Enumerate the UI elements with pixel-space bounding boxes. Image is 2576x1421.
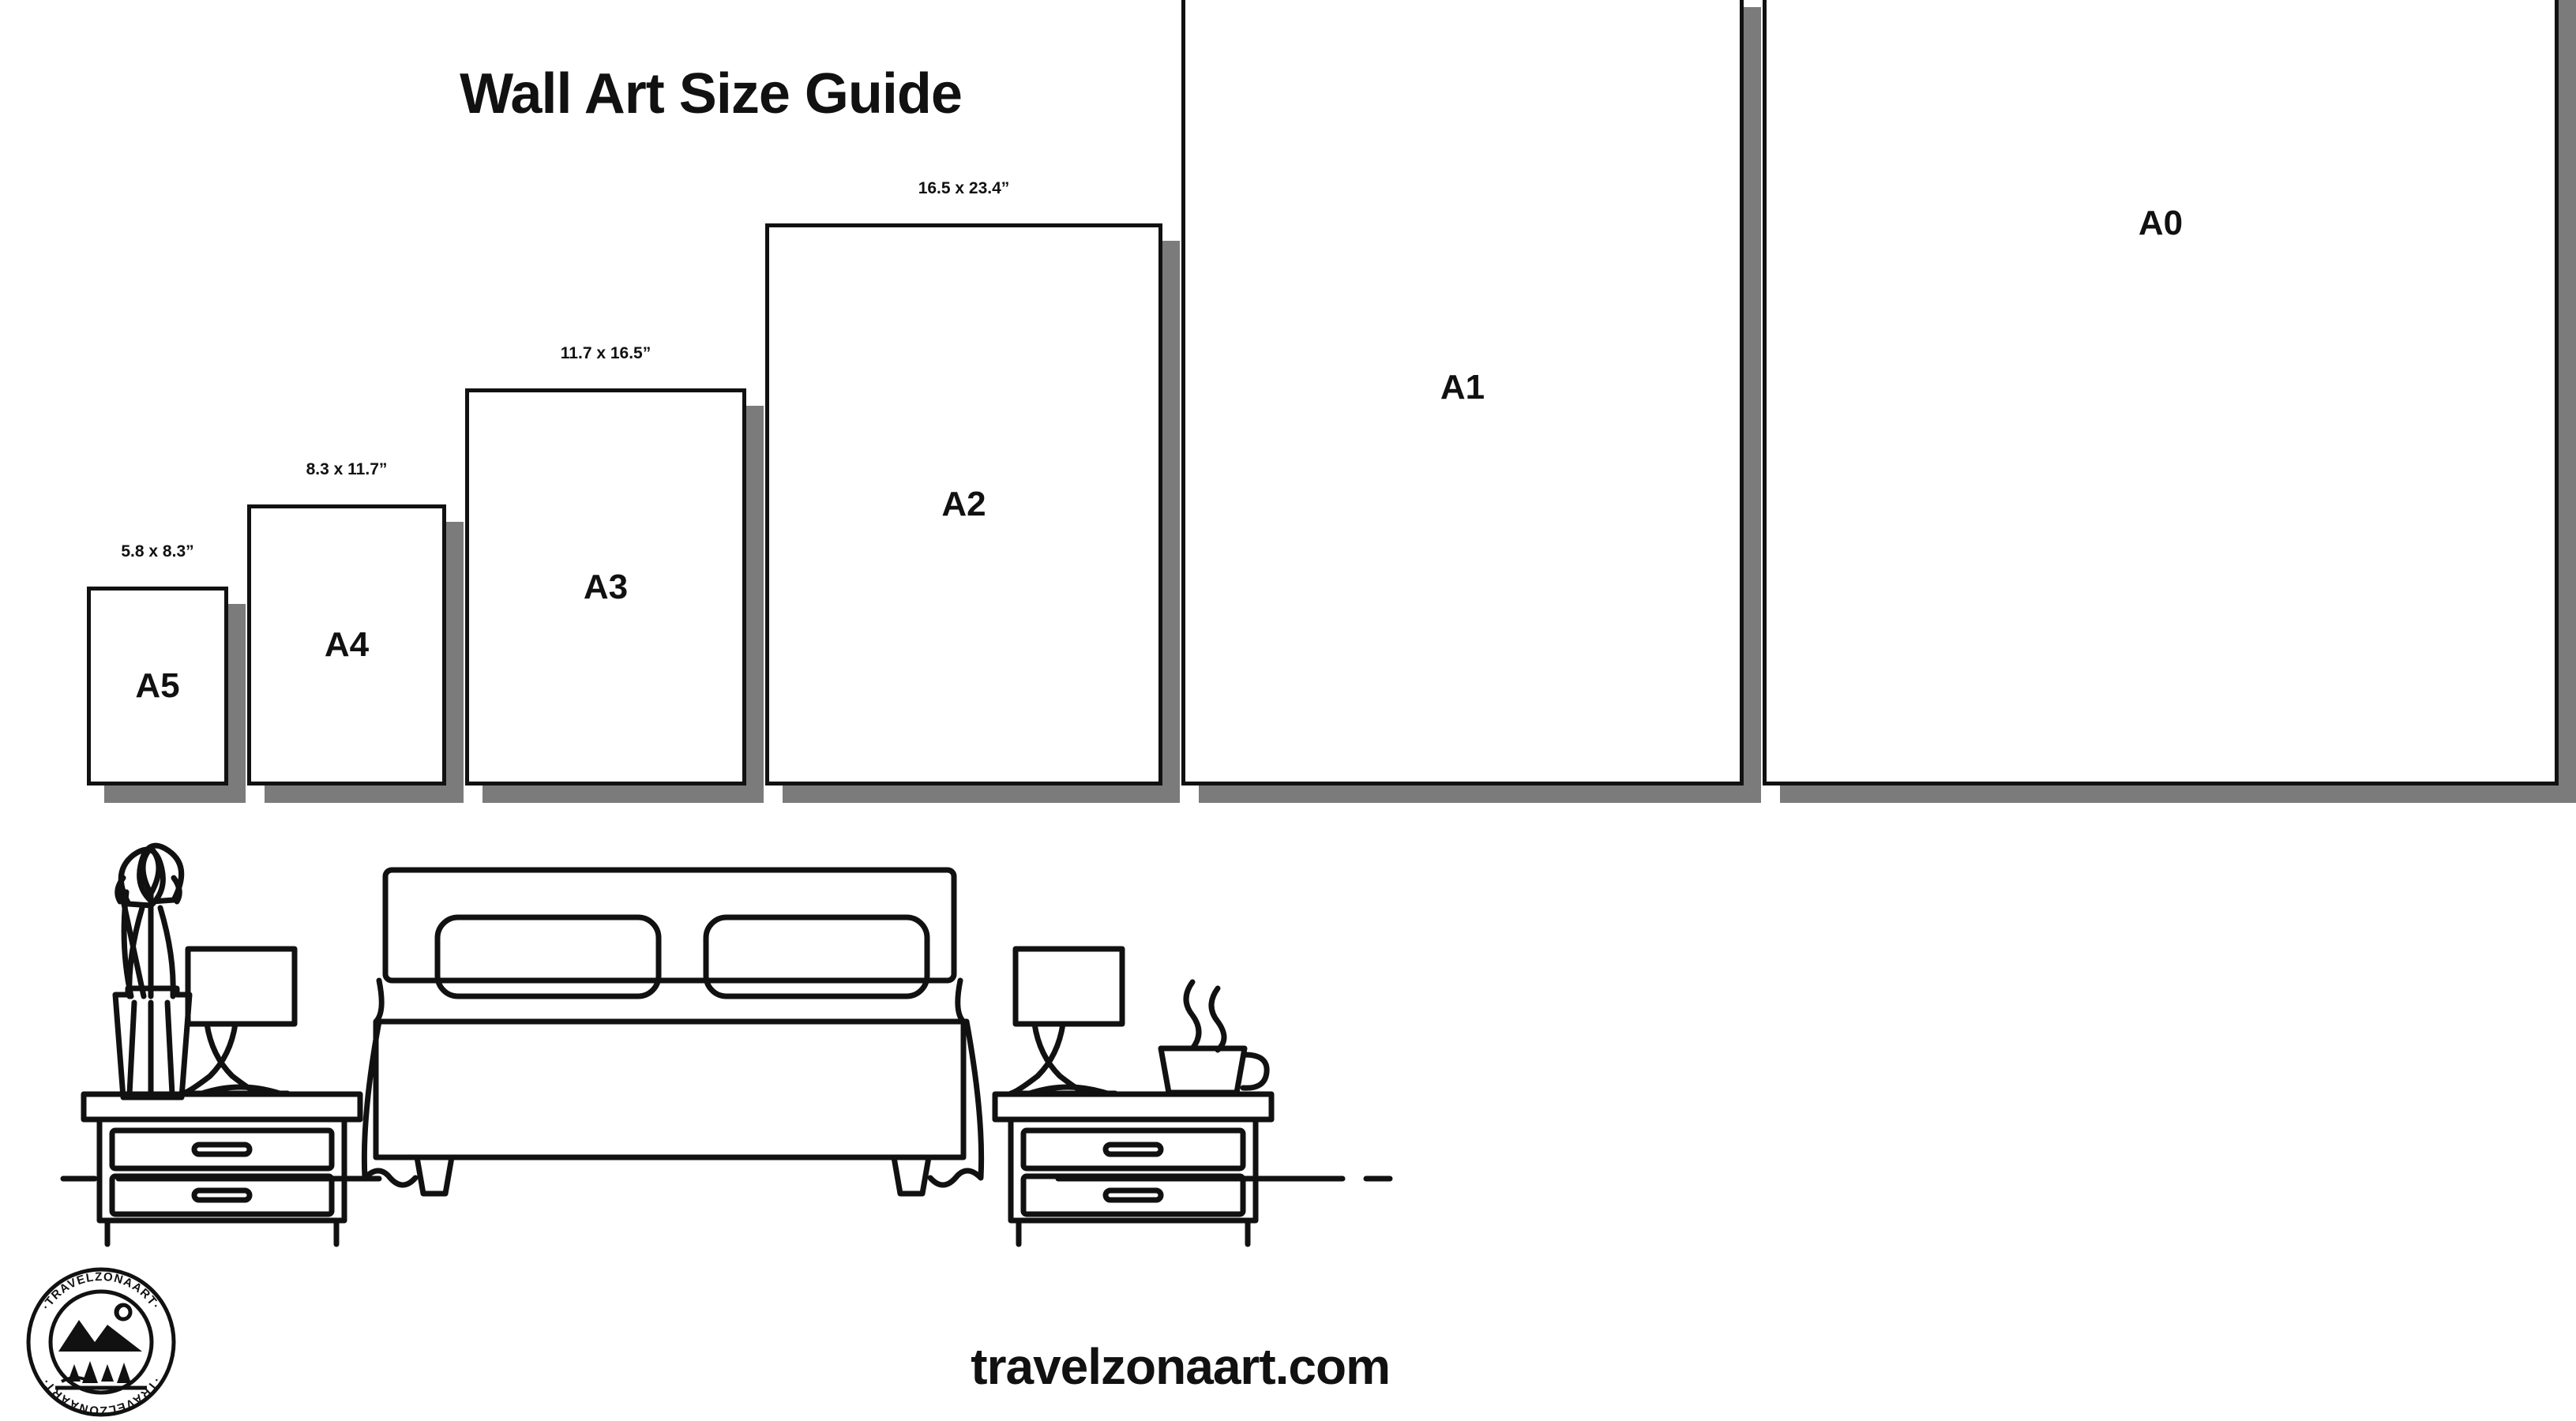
logo-text-top: ·TRAVELZONAART· <box>39 1269 163 1313</box>
frame-a1[interactable] <box>1181 0 1744 785</box>
frame-dimensions-label: 16.5 x 23.4” <box>918 179 1010 197</box>
logo-text-bottom: ·TRAVELZONAART· <box>39 1374 163 1418</box>
frame-a5[interactable] <box>87 587 228 785</box>
frame-size-name: A4 <box>324 625 370 664</box>
frame-a2[interactable] <box>765 223 1162 785</box>
frame-group-a0 <box>1763 0 2576 803</box>
right-nightstand <box>995 1094 1271 1244</box>
frame-size-name: A0 <box>2138 203 2184 242</box>
frame-a4[interactable] <box>247 504 446 785</box>
vase-with-flowers <box>115 845 190 1097</box>
frame-size-name: A5 <box>135 666 180 705</box>
bed <box>364 870 981 1194</box>
frame-dimensions-label: 5.8 x 8.3” <box>121 542 194 561</box>
frame-group-a4 <box>247 460 464 803</box>
frame-a3[interactable] <box>465 388 746 785</box>
frame-size-name: A2 <box>941 485 986 523</box>
frame-group-a3 <box>465 344 764 803</box>
frame-group-a2 <box>765 179 1180 803</box>
page-title: Wall Art Size Guide <box>460 62 962 126</box>
coffee-cup-icon <box>1161 982 1267 1093</box>
svg-text:·TRAVELZONAART· <box>39 1374 163 1417</box>
frame-size-name: A1 <box>1440 368 1485 407</box>
frame-a0[interactable] <box>1763 0 2559 785</box>
right-table-lamp <box>1011 949 1122 1093</box>
brand-logo <box>22 1263 180 1421</box>
frame-dimensions-label: 8.3 x 11.7” <box>306 460 388 478</box>
frame-group-a1 <box>1181 0 1761 803</box>
frame-group-a5 <box>87 542 246 803</box>
size-chart <box>0 0 2184 837</box>
frame-dimensions-label: 11.7 x 16.5” <box>560 344 652 362</box>
left-table-lamp <box>183 949 295 1093</box>
left-nightstand <box>84 1094 360 1244</box>
frame-size-name: A3 <box>583 567 629 606</box>
mountain-lake-badge-icon <box>55 1305 147 1388</box>
bedroom-illustration <box>47 774 1390 1216</box>
website-url: travelzonaart.com <box>971 1338 1390 1395</box>
